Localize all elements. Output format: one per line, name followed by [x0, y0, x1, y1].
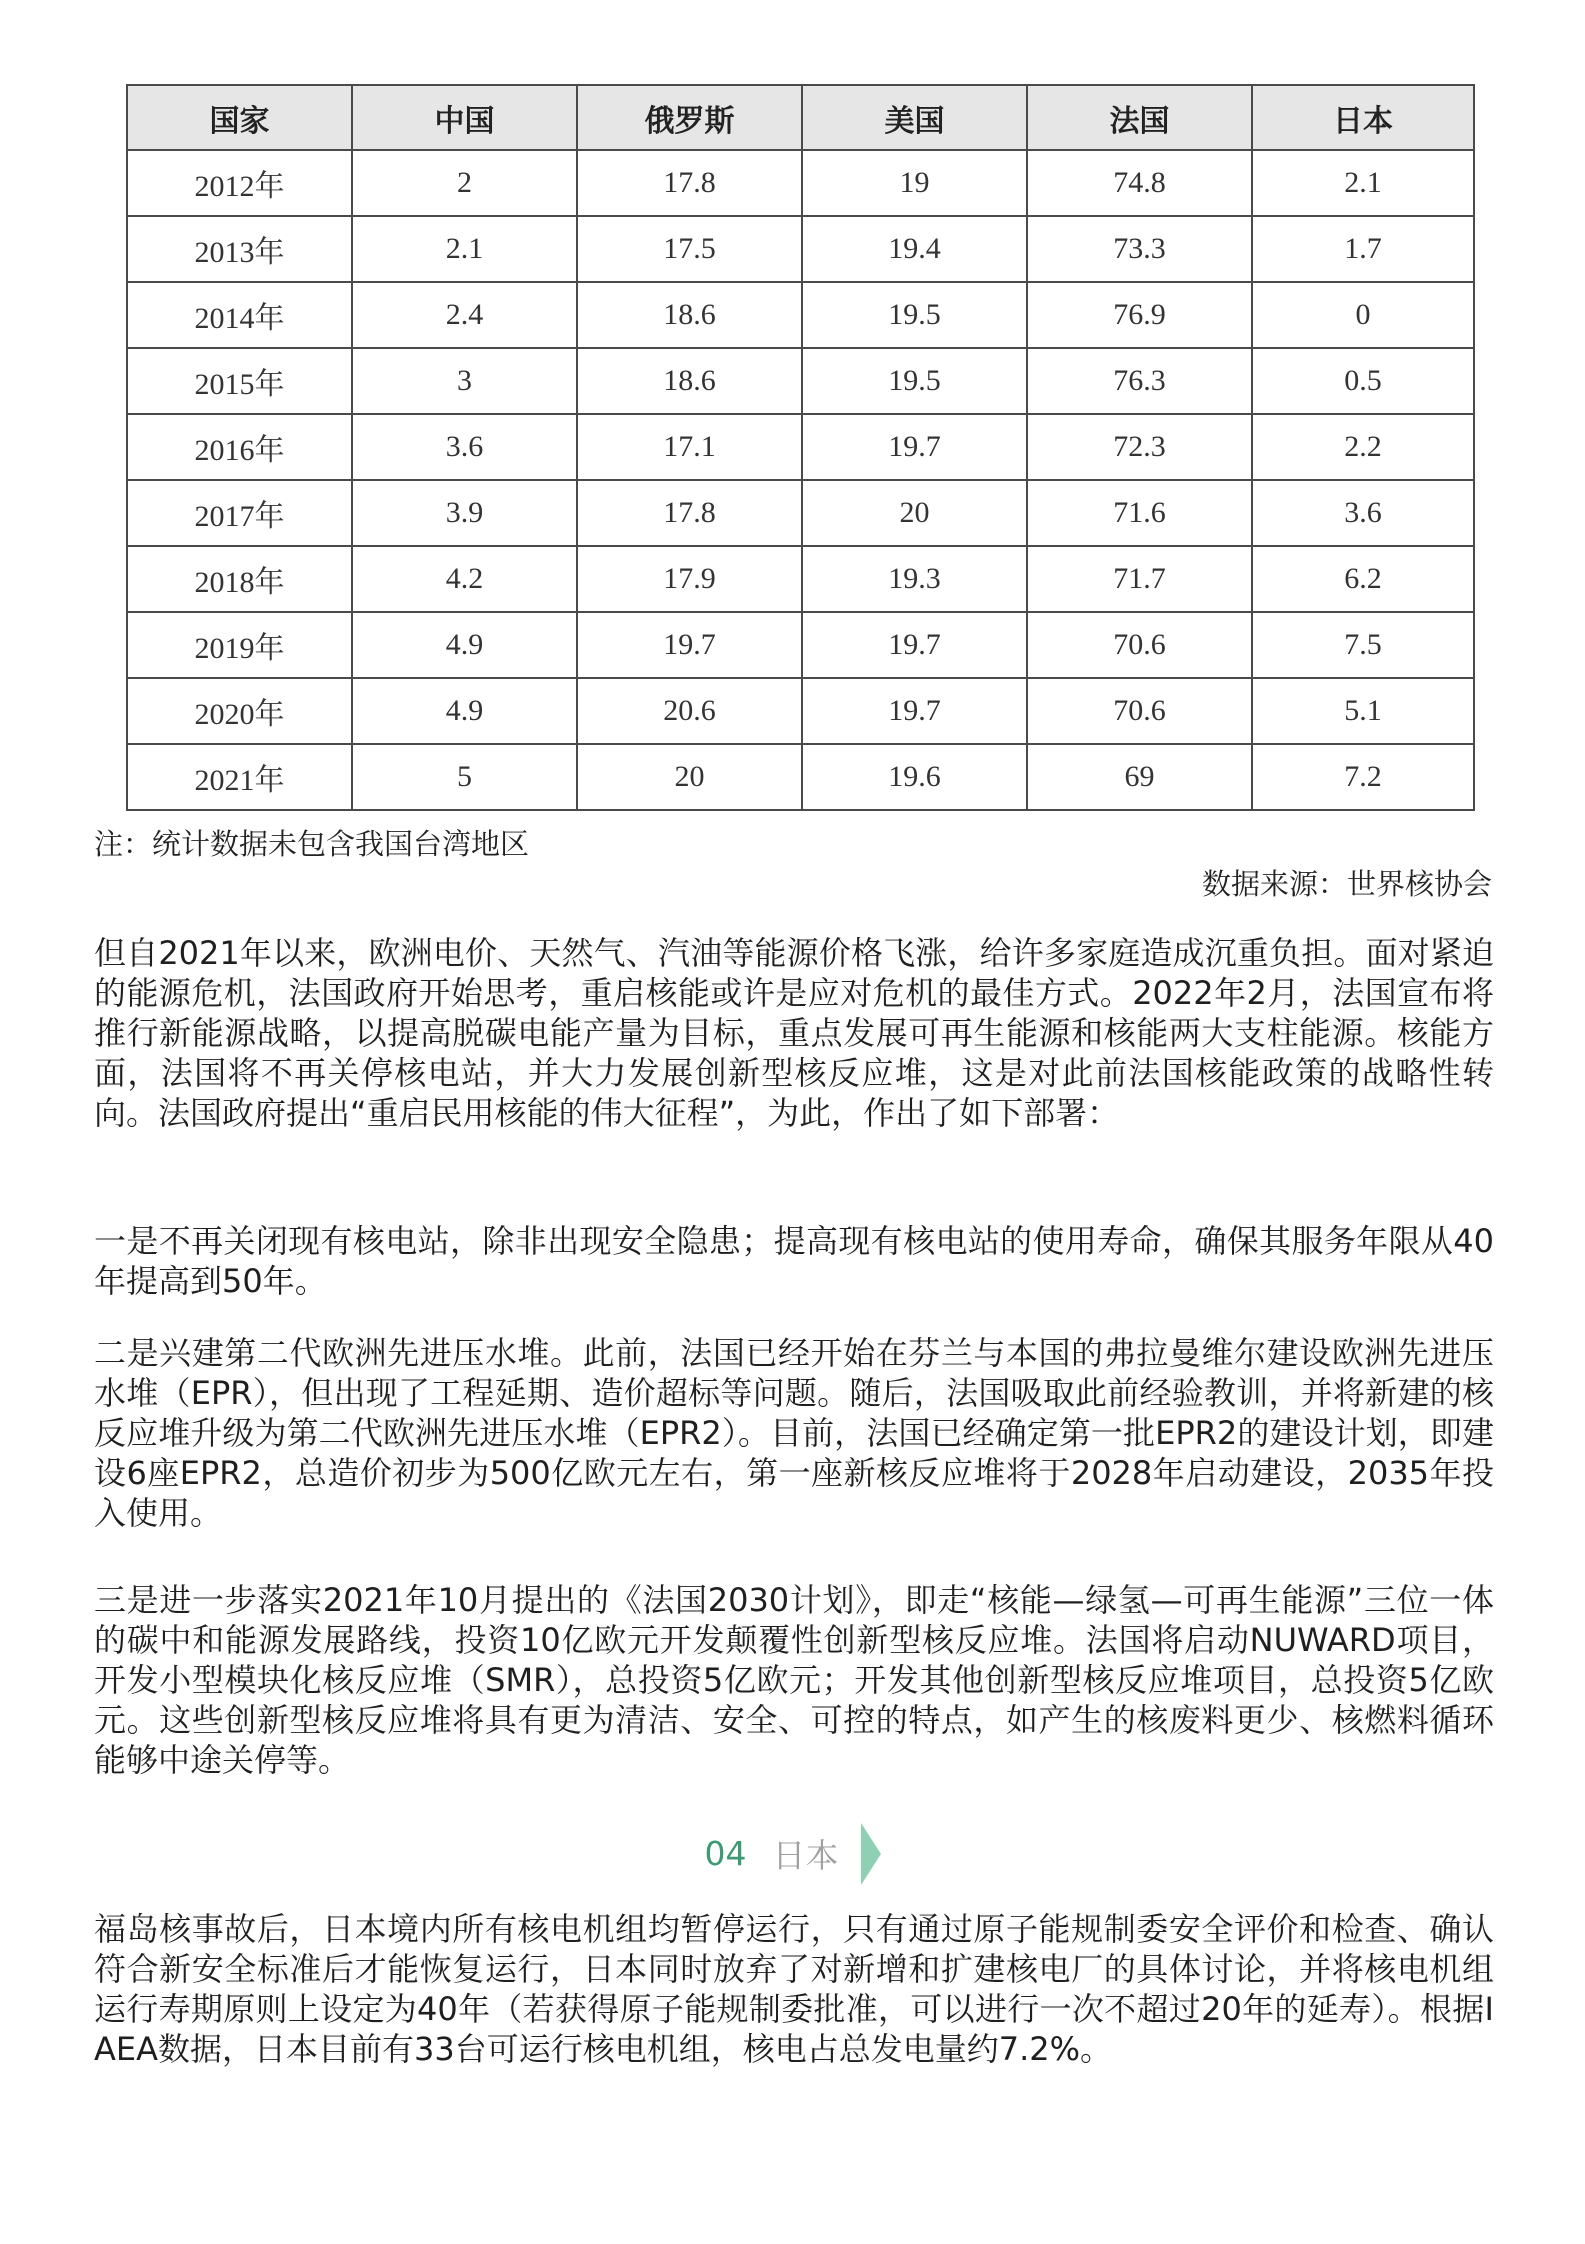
value-cell: 17.9 — [577, 546, 802, 612]
value-cell: 19.6 — [802, 744, 1027, 810]
value-cell: 19.7 — [802, 678, 1027, 744]
value-cell: 6.2 — [1252, 546, 1474, 612]
table-row — [127, 216, 1474, 282]
value-cell: 74.8 — [1027, 150, 1252, 216]
year-cell: 2013年 — [127, 216, 352, 282]
paragraph-measure-three: 三是进一步落实2021年10月提出的《法国2030计划》，即走“核能—绿氢—可再生能源”三位一体的碳中和能源发展路线，投资10亿欧元开发颠覆性创新型核反应堆。法国将启动NUWARD项目，开发小型模块化核反应堆（SMR），总投资5亿欧元；开发其他创新型核反应堆项目，总投资5亿欧元。这些创新型核反应堆将具有更为清洁、安全、可控的特点，如产生的核废料更少、核燃料循环能够中途关停等。 — [94, 1581, 1494, 1779]
year-cell: 2018年 — [127, 546, 352, 612]
value-cell: 18.6 — [577, 348, 802, 414]
table-header-row — [127, 85, 1474, 150]
header-china: 中国 — [352, 85, 577, 150]
value-cell: 0.5 — [1252, 348, 1474, 414]
table-row — [127, 612, 1474, 678]
value-cell: 71.7 — [1027, 546, 1252, 612]
value-cell: 19.7 — [802, 414, 1027, 480]
section-title: 日本 — [772, 1835, 839, 1875]
value-cell: 17.1 — [577, 414, 802, 480]
value-cell: 3.9 — [352, 480, 577, 546]
value-cell: 4.9 — [352, 678, 577, 744]
paragraph-japan: 福岛核事故后，日本境内所有核电机组均暂停运行，只有通过原子能规制委安全评价和检查、确认符合新安全标准后才能恢复运行，日本同时放弃了对新增和扩建核电厂的具体讨论，并将核电机组运行寿期原则上设定为40年（若获得原子能规制委批准，可以进行一次不超过20年的延寿）。根据IAEA数据，日本目前有33台可运行核电机组，核电占总发电量约7.2%。 — [94, 1910, 1494, 2068]
paragraph-energy-crisis: 但自2021年以来，欧洲电价、天然气、汽油等能源价格飞涨，给许多家庭造成沉重负担。面对紧迫的能源危机，法国政府开始思考，重启核能或许是应对危机的最佳方式。2022年2月，法国宣布将推行新能源战略，以提高脱碳电能产量为目标，重点发展可再生能源和核能两大支柱能源。核能方面，法国将不再关停核电站，并大力发展创新型核反应堆，这是对此前法国核能政策的战略性转向。法国政府提出“重启民用核能的伟大征程”，为此，作出了如下部署： — [94, 934, 1494, 1132]
value-cell: 19.5 — [802, 348, 1027, 414]
year-cell: 2016年 — [127, 414, 352, 480]
value-cell: 20.6 — [577, 678, 802, 744]
value-cell: 18.6 — [577, 282, 802, 348]
value-cell: 3.6 — [352, 414, 577, 480]
table-row — [127, 348, 1474, 414]
value-cell: 17.5 — [577, 216, 802, 282]
year-cell: 2021年 — [127, 744, 352, 810]
year-cell: 2019年 — [127, 612, 352, 678]
nuclear-share-table — [126, 84, 1475, 811]
table-note: 注：统计数据未包含我国台湾地区 — [94, 827, 530, 861]
value-cell: 70.6 — [1027, 678, 1252, 744]
table-row — [127, 744, 1474, 810]
value-cell: 70.6 — [1027, 612, 1252, 678]
value-cell: 4.9 — [352, 612, 577, 678]
value-cell: 5 — [352, 744, 577, 810]
value-cell: 2.1 — [352, 216, 577, 282]
value-cell: 2 — [352, 150, 577, 216]
value-cell: 69 — [1027, 744, 1252, 810]
chevron-right-icon — [861, 1823, 881, 1885]
data-source: 数据来源：世界核协会 — [1201, 867, 1492, 901]
header-russia: 俄罗斯 — [577, 85, 802, 150]
value-cell: 17.8 — [577, 150, 802, 216]
value-cell: 71.6 — [1027, 480, 1252, 546]
value-cell: 76.9 — [1027, 282, 1252, 348]
value-cell: 20 — [802, 480, 1027, 546]
value-cell: 76.3 — [1027, 348, 1252, 414]
value-cell: 17.8 — [577, 480, 802, 546]
value-cell: 2.2 — [1252, 414, 1474, 480]
year-cell: 2014年 — [127, 282, 352, 348]
header-usa: 美国 — [802, 85, 1027, 150]
value-cell: 19.4 — [802, 216, 1027, 282]
year-cell: 2012年 — [127, 150, 352, 216]
value-cell: 19.5 — [802, 282, 1027, 348]
value-cell: 1.7 — [1252, 216, 1474, 282]
table-row — [127, 150, 1474, 216]
paragraph-measure-two: 二是兴建第二代欧洲先进压水堆。此前，法国已经开始在芬兰与本国的弗拉曼维尔建设欧洲先进压水堆（EPR），但出现了工程延期、造价超标等问题。随后，法国吸取此前经验教训，并将新建的核反应堆升级为第二代欧洲先进压水堆（EPR2）。目前，法国已经确定第一批EPR2的建设计划，即建设6座EPR2，总造价初步为500亿欧元左右，第一座新核反应堆将于2028年启动建设，2035年投入使用。 — [94, 1334, 1494, 1532]
table-row — [127, 414, 1474, 480]
year-cell: 2017年 — [127, 480, 352, 546]
year-cell: 2015年 — [127, 348, 352, 414]
value-cell: 19.7 — [802, 612, 1027, 678]
table-row — [127, 480, 1474, 546]
paragraph-measure-one: 一是不再关闭现有核电站，除非出现安全隐患；提高现有核电站的使用寿命，确保其服务年限从40年提高到50年。 — [94, 1222, 1494, 1300]
value-cell: 73.3 — [1027, 216, 1252, 282]
value-cell: 0 — [1252, 282, 1474, 348]
year-cell: 2020年 — [127, 678, 352, 744]
value-cell: 7.5 — [1252, 612, 1474, 678]
table-row — [127, 546, 1474, 612]
value-cell: 19.7 — [577, 612, 802, 678]
value-cell: 19.3 — [802, 546, 1027, 612]
value-cell: 19 — [802, 150, 1027, 216]
value-cell: 3 — [352, 348, 577, 414]
section-number: 04 — [704, 1833, 747, 1873]
value-cell: 7.2 — [1252, 744, 1474, 810]
value-cell: 5.1 — [1252, 678, 1474, 744]
value-cell: 4.2 — [352, 546, 577, 612]
section-heading-japan — [0, 1820, 1585, 1886]
header-country: 国家 — [127, 85, 352, 150]
table-row — [127, 282, 1474, 348]
value-cell: 72.3 — [1027, 414, 1252, 480]
value-cell: 20 — [577, 744, 802, 810]
value-cell: 2.4 — [352, 282, 577, 348]
header-france: 法国 — [1027, 85, 1252, 150]
value-cell: 3.6 — [1252, 480, 1474, 546]
header-japan: 日本 — [1252, 85, 1474, 150]
table-row — [127, 678, 1474, 744]
value-cell: 2.1 — [1252, 150, 1474, 216]
